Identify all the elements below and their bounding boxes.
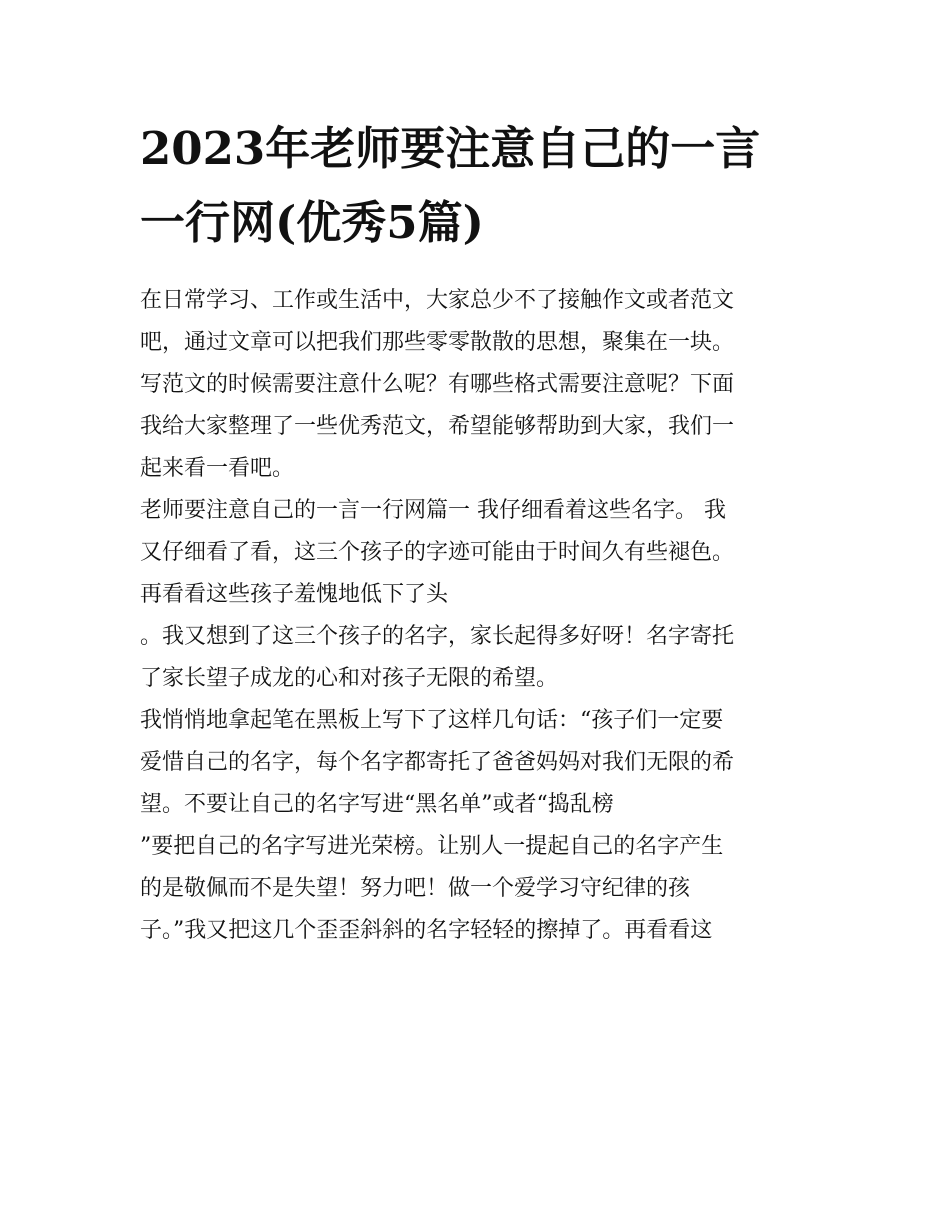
body-line: 我给大家整理了一些优秀范文，希望能够帮助到大家，我们一 <box>140 414 735 439</box>
body-line: 再看看这些孩子羞愧地低下了头 <box>140 582 449 607</box>
body-line: 子。”我又把这几个歪歪斜斜的名字轻轻的擦掉了。再看看这 <box>140 918 713 943</box>
body-line: 起来看一看吧。 <box>140 456 295 481</box>
document-body <box>140 280 830 952</box>
body-line: 爱惜自己的名字，每个名字都寄托了爸爸妈妈对我们无限的希 <box>140 750 735 775</box>
body-line: 了家长望子成龙的心和对孩子无限的希望。 <box>140 666 559 691</box>
body-line: 写范文的时候需要注意什么呢？有哪些格式需要注意呢？下面 <box>140 372 735 397</box>
body-line: 的是敬佩而不是失望！努力吧！做一个爱学习守纪律的孩 <box>140 876 691 901</box>
body-line: 吧，通过文章可以把我们那些零零散散的思想，聚集在一块。 <box>140 330 735 355</box>
document-title <box>140 112 820 260</box>
body-line: 老师要注意自己的一言一行网篇一 我仔细看着这些名字。 我 <box>140 498 726 523</box>
body-line: 望。不要让自己的名字写进“黑名单”或者“捣乱榜 <box>140 792 614 817</box>
title-line-1: 2023年老师要注意自己的一言 <box>140 122 761 175</box>
body-line: 又仔细看了看，这三个孩子的字迹可能由于时间久有些褪色。 <box>140 540 735 565</box>
title-line-2: 一行网(优秀5篇) <box>140 196 484 249</box>
body-line: 在日常学习、工作或生活中，大家总少不了接触作文或者范文 <box>140 288 735 313</box>
body-line: ”要把自己的名字写进光荣榜。让别人一提起自己的名字产生 <box>140 834 724 859</box>
body-line: 。我又想到了这三个孩子的名字，家长起得多好呀！名字寄托 <box>140 624 735 649</box>
body-line: 我悄悄地拿起笔在黑板上写下了这样几句话：“孩子们一定要 <box>140 708 724 733</box>
